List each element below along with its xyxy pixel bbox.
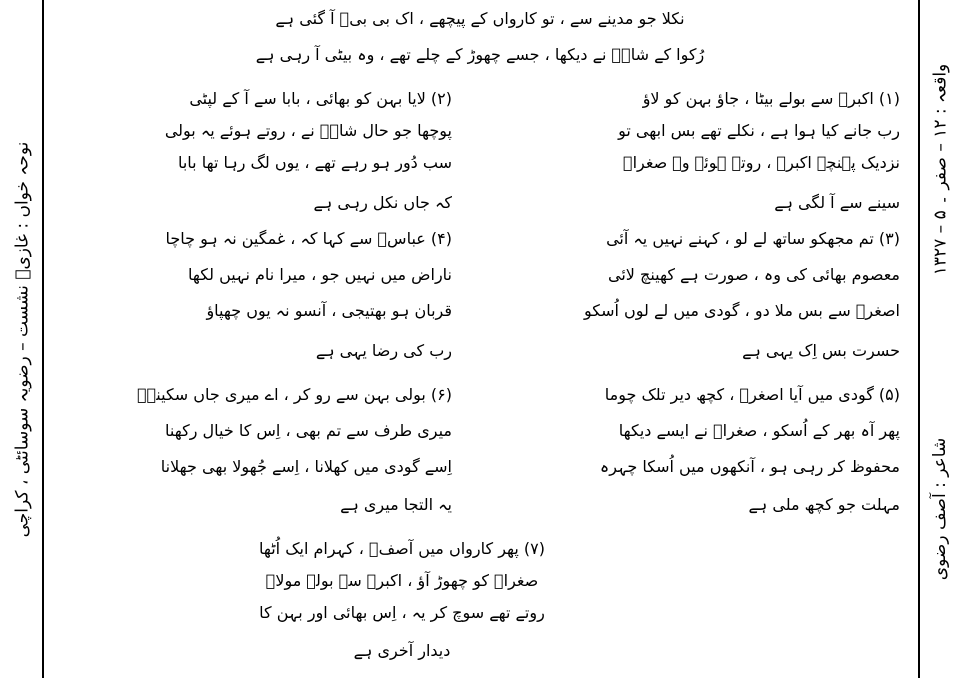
stanza-3-line: معصوم بھائی کی وہ ، صورت ہے کھینچ لائی xyxy=(607,265,900,284)
stanza-2-line: کہ جاں نکل رہی ہے xyxy=(313,193,452,212)
stanza-6-line: اِسے گودی میں کھلانا ، اِسے جُھولا بھی جھلانا xyxy=(160,457,452,476)
stanza-1-line: رب جانے کیا ہوا ہے ، نکلے تھے بس ابھی تو xyxy=(618,121,900,140)
stanza-2-line: پوچھا جو حال شاہؑ نے ، روتے ہوئے یہ بولی xyxy=(164,121,452,140)
stanza-6-line: یہ التجا میری ہے xyxy=(340,495,452,514)
poem-body xyxy=(42,0,918,678)
stanza-5-line: (۵) گودی میں آیا اصغرؑ ، کچھ دیر تلک چوما xyxy=(604,385,900,404)
stanza-7-line: روتے تھے سوچ کر یہ ، اِس بھائی اور بہن کا xyxy=(259,603,545,622)
intro-line: نکلا جو مدینے سے ، تو کارواں کے پیچھے ، اک بی بیؑ آ گئی ہے xyxy=(275,9,685,28)
poet-credit: شاعر : آصف رضوی xyxy=(930,437,950,580)
stanza-4-line: (۴) عباسؑ سے کہا کہ ، غمگین نہ ہو چاچا xyxy=(165,229,452,248)
stanza-7-line: دیدار آخری ہے xyxy=(353,641,451,660)
stanza-3-line: اصغرؑ سے بس ملا دو ، گودی میں لے لوں اُسکو xyxy=(583,301,900,320)
intro-line: رُکوا کے شاہؑ نے دیکھا ، جسے چھوڑ کے چلے تھے ، وہ بیٹی آ رہی ہے xyxy=(255,45,705,64)
event-date: واقعہ : ۱۲ – صفر ۔ ۵ – ۱۳۲۷ xyxy=(930,63,951,276)
stanza-6-line: (۶) بولی بہن سے رو کر ، اے میری جاں سکینہؑ xyxy=(137,385,452,404)
stanza-4-line: ناراض میں نہیں جو ، میرا نام نہیں لکھا xyxy=(188,265,452,284)
stanza-1-line: نزدیک پہنچے اکبرؑ ، روتے ہوئے وہ صغراؑ xyxy=(622,153,900,172)
stanza-4-line: رب کی رضا یہی ہے xyxy=(315,341,452,360)
stanza-6-line: میری طرف سے تم بھی ، اِس کا خیال رکھنا xyxy=(165,421,452,440)
stanza-5-line: مہلت جو کچھ ملی ہے xyxy=(748,495,900,514)
reciter-credit: نوحہ خواں : غازیؑ نشست – رضویہ سوسائٹی ، کراچی xyxy=(12,141,33,537)
stanza-5-line: محفوظ کر رہی ہو ، آنکھوں میں اُسکا چہرہ xyxy=(599,457,900,476)
stanza-2-line: (۲) لایا بہن کو بھائی ، بابا سے آ کے لپٹی xyxy=(189,89,452,108)
stanza-7-line: صغراؑ کو چھوڑ آؤ ، اکبرؑ سے بولے مولاؑ xyxy=(265,571,539,590)
stanza-1-line: سینے سے آ لگی ہے xyxy=(774,193,900,212)
right-margin-bottom xyxy=(920,339,960,678)
stanza-3-line: حسرت بس اِک یہی ہے xyxy=(742,341,900,360)
stanza-2-line: سب دُور ہو رہے تھے ، یوں لگ رہا تھا بابا xyxy=(177,153,452,172)
left-margin xyxy=(2,0,42,678)
stanza-5-line: پھر آہ بھر کے اُسکو ، صغراؑ نے ایسے دیکھا xyxy=(618,421,900,440)
stanza-1-line: (۱) اکبرؑ سے بولے بیٹا ، جاؤ بہن کو لاؤ xyxy=(642,89,900,108)
stanza-3-line: (۳) تم مجھکو ساتھ لے لو ، کہنے نہیں یہ آئی xyxy=(606,229,900,248)
right-margin-top xyxy=(920,0,960,339)
stanza-4-line: قربان ہو بھتیجی ، آنسو نہ یوں چھپاؤ xyxy=(206,301,452,320)
stanza-7-line: (۷) پھر کارواں میں آصفؔ ، کہرام ایک اُٹھا xyxy=(258,539,546,558)
